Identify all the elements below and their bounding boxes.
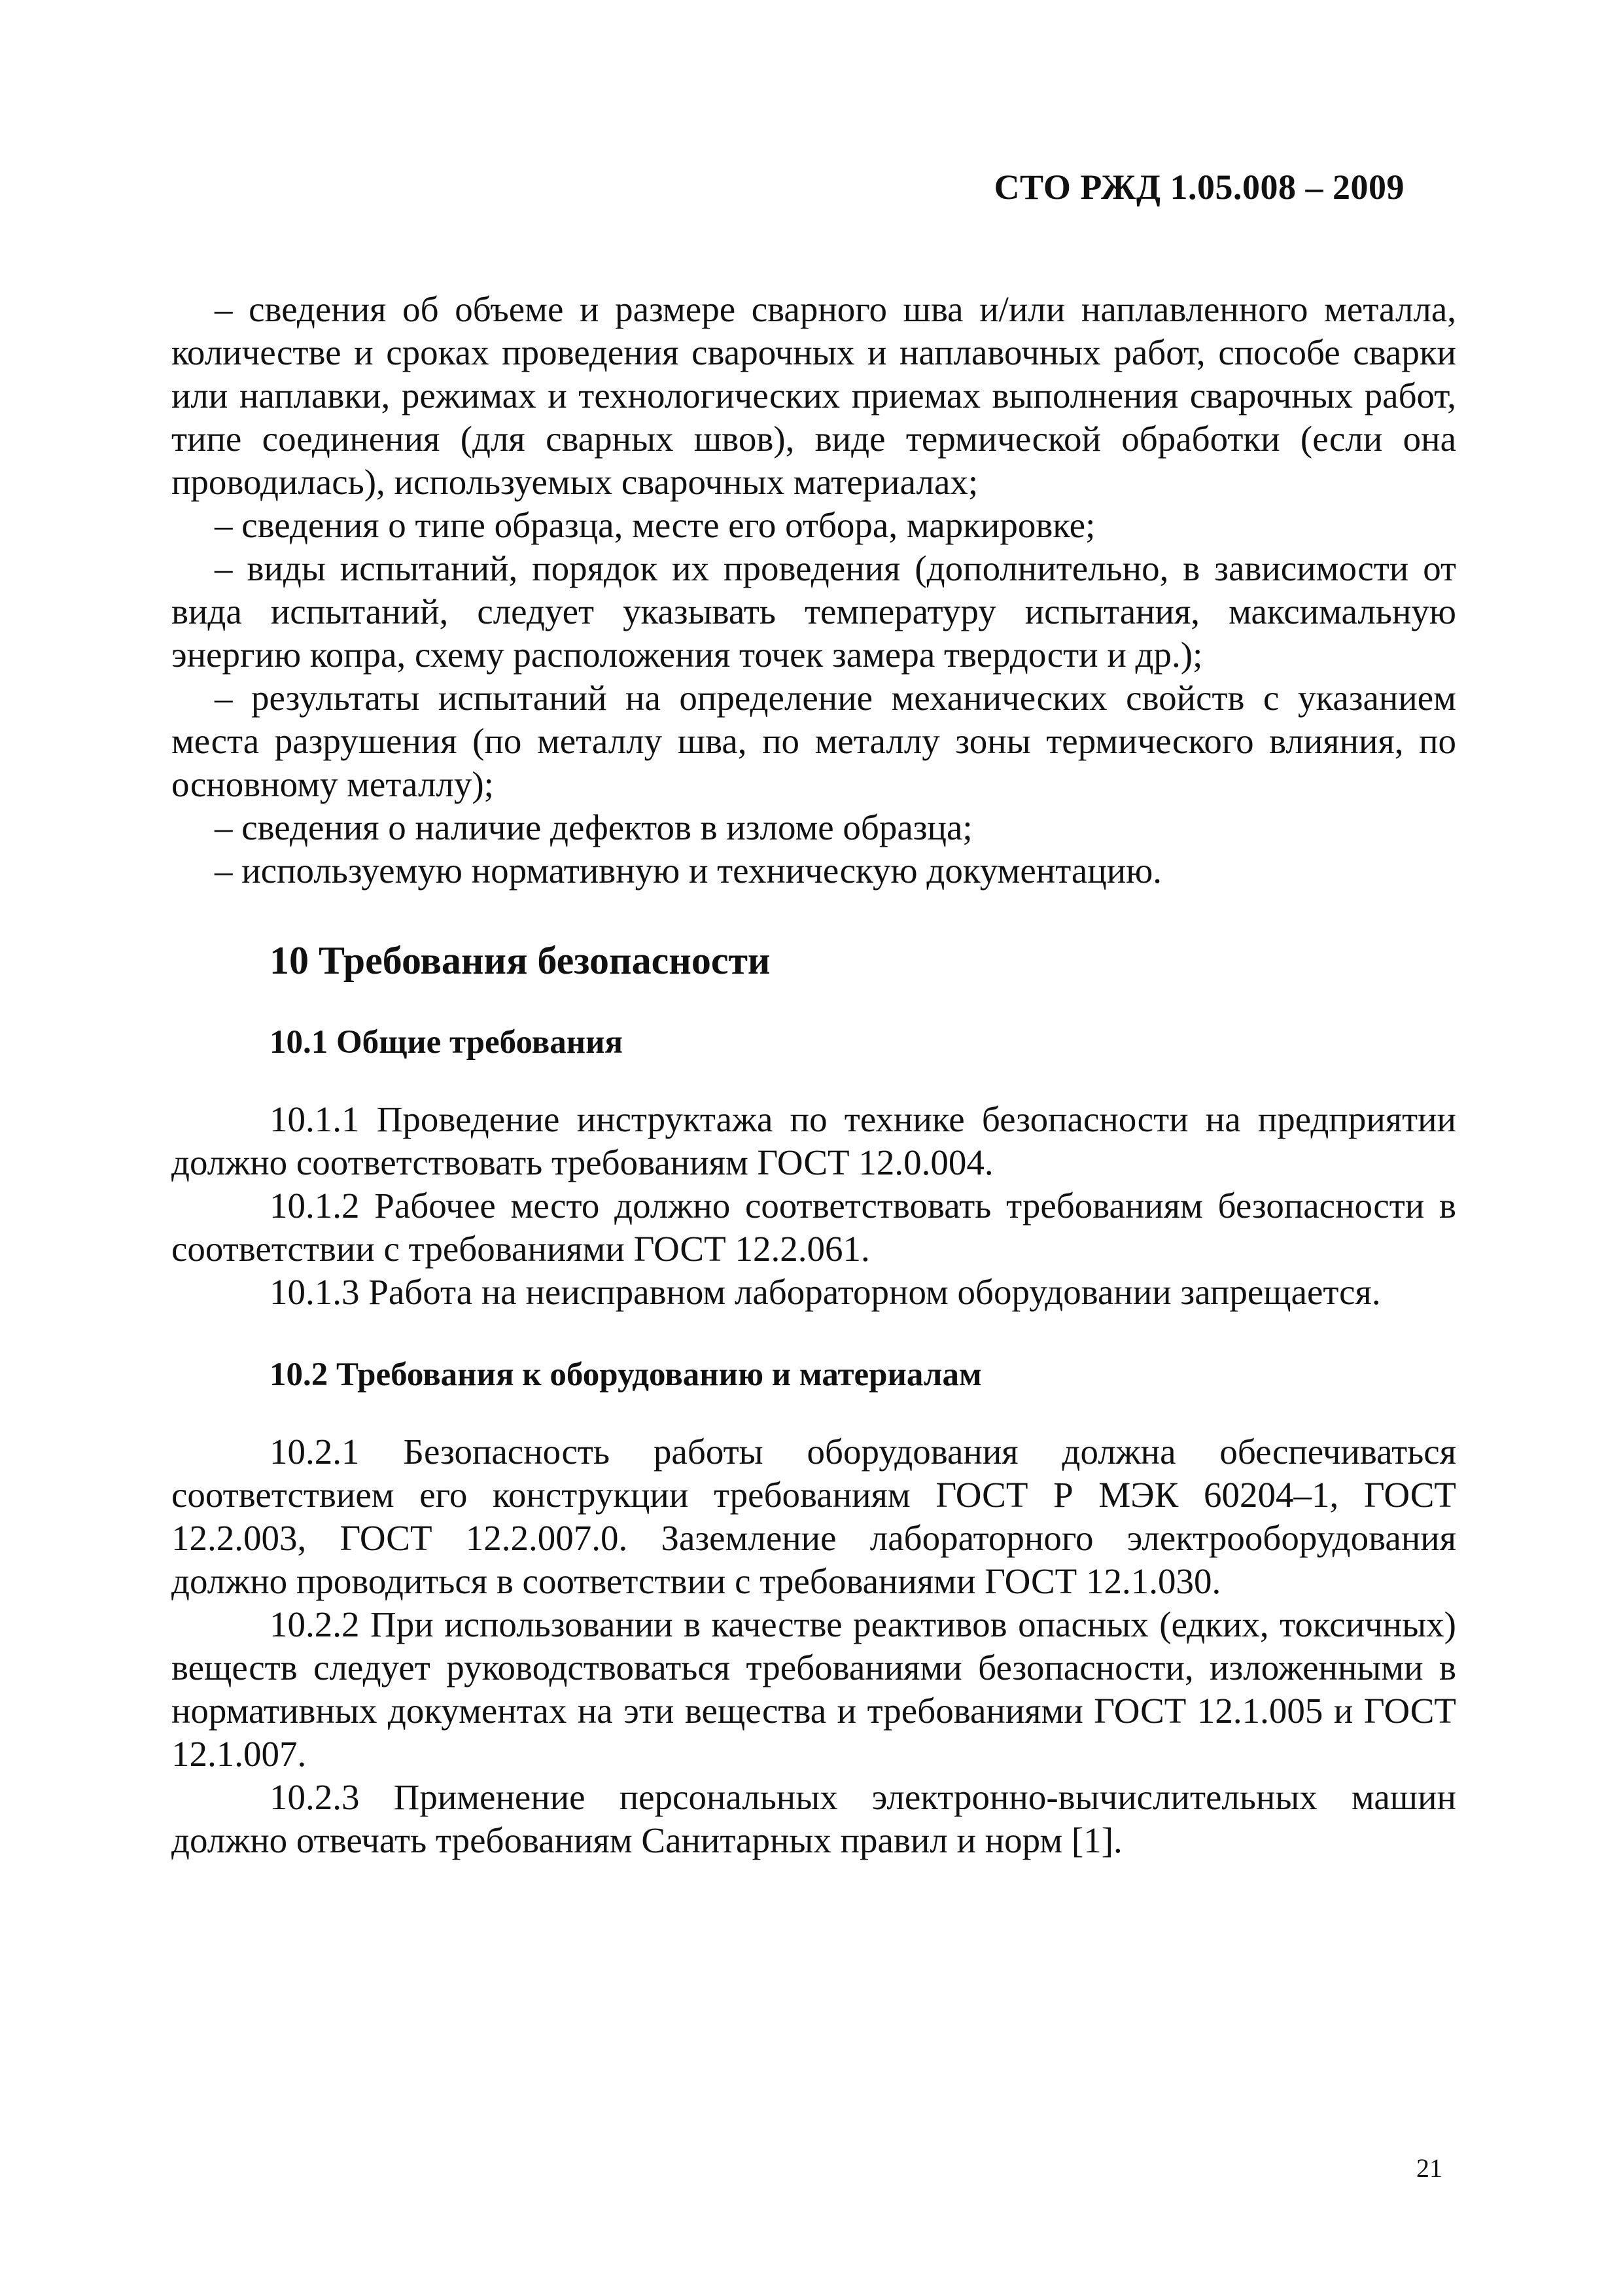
paragraph-10-1-3: 10.1.3 Работа на неисправном лабораторном оборудовании запрещается. — [270, 1272, 1381, 1312]
document-code-header: СТО РЖД 1.05.008 – 2009 — [994, 168, 1405, 207]
paragraph-10-2-3: 10.2.3 Применение персональных электронно-вычислительных машин должно отвечать требованиям Санитарных правил и норм [1]. — [171, 1777, 1456, 1860]
list-item-sample-info: – сведения о типе образца, месте его отбора, маркировке; — [215, 505, 1096, 545]
list-item-defects: – сведения о наличие дефектов в изломе образца; — [215, 807, 973, 847]
section-10-heading: 10 Требования безопасности — [270, 939, 771, 982]
document-body — [171, 288, 1456, 1862]
paragraph-10-1-2: 10.1.2 Рабочее место должно соответствовать требованиям безопасности в соответствии с требованиями ГОСТ 12.2.061. — [171, 1186, 1456, 1269]
page-number: 21 — [1416, 2153, 1442, 2183]
list-item-test-types: – виды испытаний, порядок их проведения (дополнительно, в зависимости от вида испытаний, следует указывать температуру испытания, максимальную энергию копра, схему расположения точек замера твердости и др.); — [171, 548, 1456, 675]
paragraph-10-2-2: 10.2.2 При использовании в качестве реактивов опасных (едких, токсичных) веществ следует руководствоваться требованиями безопасности, изложенными в нормативных документах на эти вещества и требованиями ГОСТ 12.1.005 и ГОСТ 12.1.007. — [171, 1604, 1456, 1774]
paragraph-10-1-1: 10.1.1 Проведение инструктажа по технике безопасности на предприятии должно соответствовать требованиям ГОСТ 12.0.004. — [171, 1099, 1456, 1182]
list-item-test-results: – результаты испытаний на определение механических свойств с указанием места разрушения (по металлу шва, по металлу зоны термического влияния, по основному металлу); — [171, 678, 1456, 804]
list-item-weld-info: – сведения об объеме и размере сварного шва и/или наплавленного металла, количестве и сроках проведения сварочных и наплавочных работ, способе сварки или наплавки, режимах и технологических приемах выполнения сварочных работ, типе соединения (для сварных швов), виде термической обработки (если она проводилась), используемых сварочных материалах; — [171, 289, 1456, 502]
subsection-10-2-heading: 10.2 Требования к оборудованию и материалам — [270, 1356, 982, 1393]
list-item-documentation: – используемую нормативную и техническую документацию. — [215, 851, 1162, 891]
paragraph-10-2-1: 10.2.1 Безопасность работы оборудования должна обеспечиваться соответствием его конструкции требованиям ГОСТ Р МЭК 60204–1, ГОСТ 12.2.003, ГОСТ 12.2.007.0. Заземление лабораторного электрооборудования должно проводиться в соответствии с требованиями ГОСТ 12.1.030. — [171, 1432, 1456, 1601]
subsection-10-1-heading: 10.1 Общие требования — [270, 1024, 623, 1061]
